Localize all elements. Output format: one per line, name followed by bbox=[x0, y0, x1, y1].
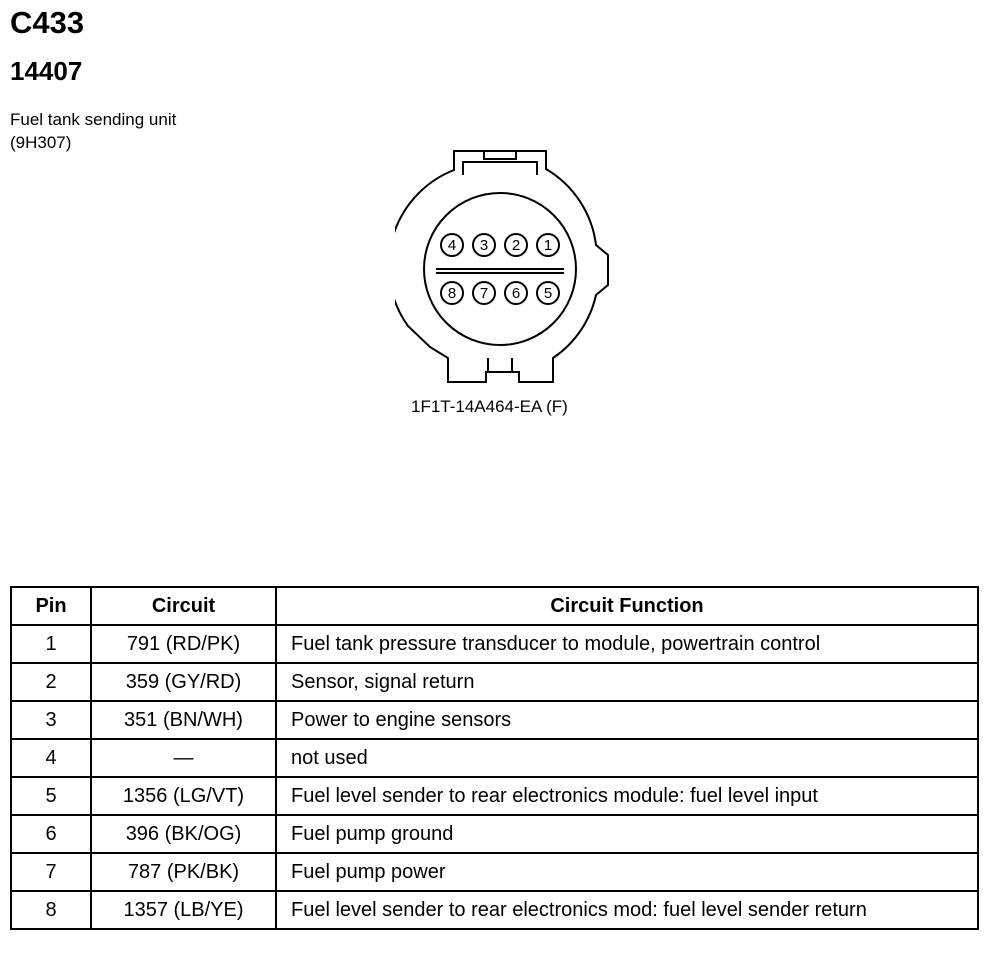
table-row bbox=[11, 891, 978, 929]
function-cell: Fuel level sender to rear electronics mod: fuel level sender return bbox=[276, 891, 978, 929]
function-cell: not used bbox=[276, 739, 978, 777]
circuit-cell: 359 (GY/RD) bbox=[91, 663, 276, 701]
pin-cavity-7 bbox=[473, 282, 495, 304]
table-row bbox=[11, 663, 978, 701]
pin-number-label: 4 bbox=[447, 237, 457, 254]
circuit-cell: 787 (PK/BK) bbox=[91, 853, 276, 891]
pin-cavity-5 bbox=[537, 282, 559, 304]
connector-face-diagram bbox=[395, 145, 625, 390]
circuit-cell: 396 (BK/OG) bbox=[91, 815, 276, 853]
pin-number-label: 7 bbox=[479, 285, 489, 302]
pin-cavity-2 bbox=[505, 234, 527, 256]
circuit-cell: 351 (BN/WH) bbox=[91, 701, 276, 739]
circuit-cell: 1357 (LB/YE) bbox=[91, 891, 276, 929]
pin-cavity-4 bbox=[441, 234, 463, 256]
column-header-function: Circuit Function bbox=[276, 587, 978, 625]
pin-number-label: 2 bbox=[511, 237, 521, 254]
pin-number-label: 8 bbox=[447, 285, 457, 302]
pin-cell: 7 bbox=[11, 853, 91, 891]
pin-number-label: 1 bbox=[543, 237, 553, 254]
pin-cavity-6 bbox=[505, 282, 527, 304]
inner-key-recess bbox=[463, 162, 537, 175]
component-name: Fuel tank sending unit bbox=[10, 110, 177, 129]
function-cell: Fuel tank pressure transducer to module, powertrain control bbox=[276, 625, 978, 663]
pin-number-label: 5 bbox=[543, 285, 553, 302]
harness-number: 14407 bbox=[10, 56, 83, 86]
column-header-circuit: Circuit bbox=[91, 587, 276, 625]
function-cell: Fuel pump ground bbox=[276, 815, 978, 853]
table-row bbox=[11, 815, 978, 853]
column-header-pin: Pin bbox=[11, 587, 91, 625]
keyway bbox=[488, 358, 512, 372]
pin-cell: 1 bbox=[11, 625, 91, 663]
pin-cavity-1 bbox=[537, 234, 559, 256]
function-cell: Sensor, signal return bbox=[276, 663, 978, 701]
connector-id: C433 bbox=[10, 5, 85, 40]
function-cell: Fuel level sender to rear electronics module: fuel level input bbox=[276, 777, 978, 815]
table-row bbox=[11, 853, 978, 891]
latch-tab bbox=[484, 151, 516, 159]
pin-cavity-3 bbox=[473, 234, 495, 256]
circuit-cell: 791 (RD/PK) bbox=[91, 625, 276, 663]
pin-cell: 8 bbox=[11, 891, 91, 929]
table-header-row bbox=[11, 587, 978, 625]
component-code: (9H307) bbox=[10, 133, 72, 152]
connector-part-number: 1F1T-14A464-EA (F) bbox=[411, 397, 568, 416]
pin-cell: 3 bbox=[11, 701, 91, 739]
table-row bbox=[11, 625, 978, 663]
pin-number-label: 3 bbox=[479, 237, 489, 254]
pin-cell: 5 bbox=[11, 777, 91, 815]
pin-number-label: 6 bbox=[511, 285, 521, 302]
pin-cell: 6 bbox=[11, 815, 91, 853]
table-row bbox=[11, 701, 978, 739]
table-row bbox=[11, 739, 978, 777]
table-row bbox=[11, 777, 978, 815]
pin-cell: 4 bbox=[11, 739, 91, 777]
circuit-cell: 1356 (LG/VT) bbox=[91, 777, 276, 815]
function-cell: Fuel pump power bbox=[276, 853, 978, 891]
pin-cavity-8 bbox=[441, 282, 463, 304]
pinout-table bbox=[10, 586, 979, 930]
function-cell: Power to engine sensors bbox=[276, 701, 978, 739]
pin-cell: 2 bbox=[11, 663, 91, 701]
circuit-cell: — bbox=[91, 739, 276, 777]
